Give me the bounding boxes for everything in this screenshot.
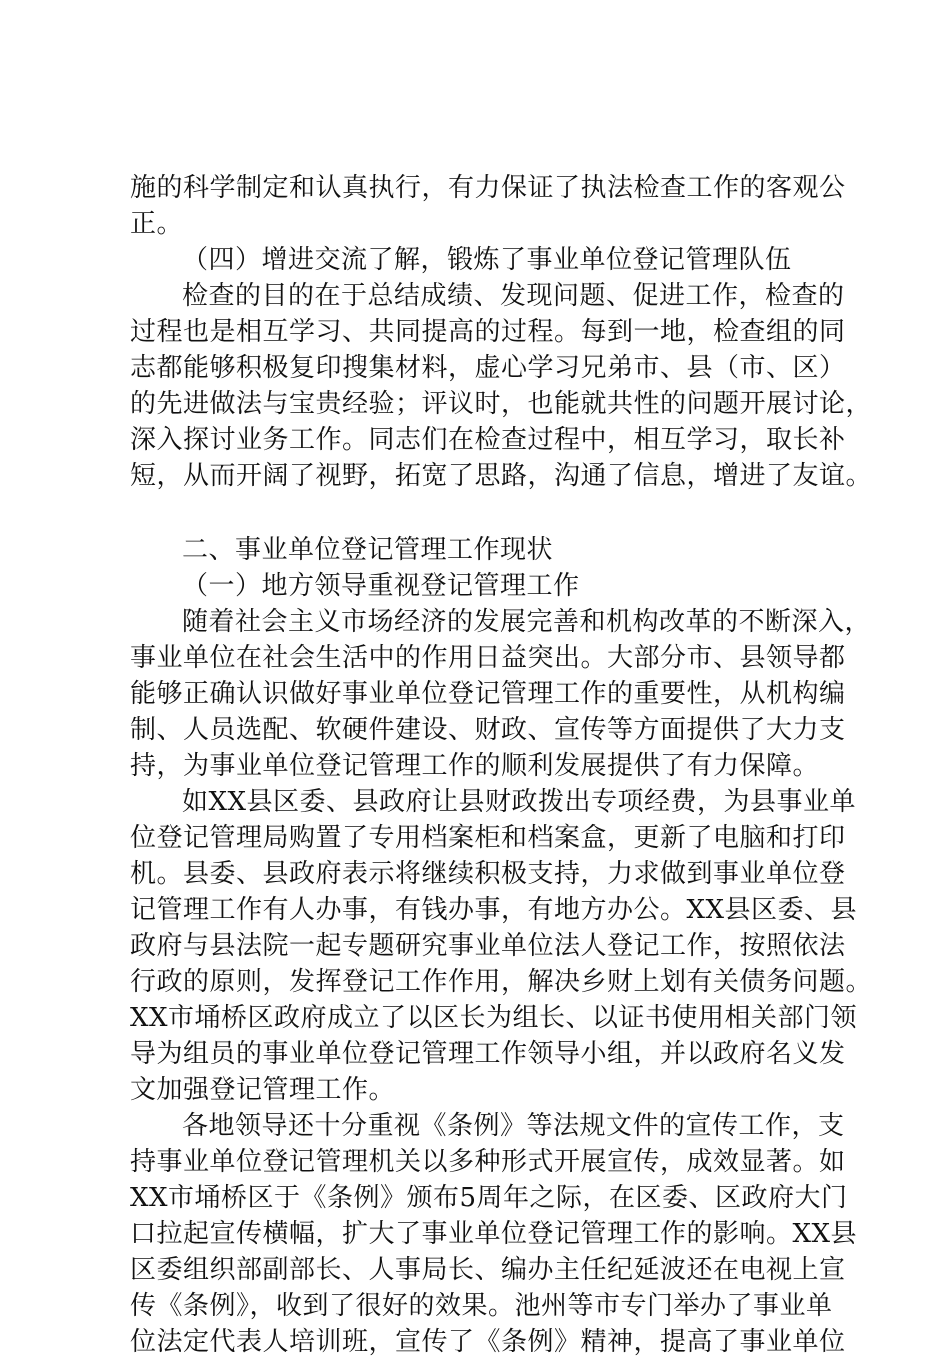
text-line: XX市埇桥区于《条例》颁布5周年之际，在区委、区政府大门 <box>130 1183 848 1213</box>
document-body <box>130 170 873 1360</box>
text-line: 事业单位在社会生活中的作用日益突出。大部分市、县领导都 <box>130 643 846 673</box>
text-line: 传《条例》，收到了很好的效果。池州等市专门举办了事业单 <box>130 1291 833 1321</box>
text-line: 志都能够积极复印搜集材料，虚心学习兄弟市、县（市、区） <box>130 353 846 383</box>
text-line: 持，为事业单位登记管理工作的顺利发展提供了有力保障。 <box>130 751 820 781</box>
text-line: 过程也是相互学习、共同提高的过程。每到一地，检查组的同 <box>130 317 846 347</box>
text-line: 记管理工作有人办事，有钱办事，有地方办公。XX县区委、县 <box>130 895 858 925</box>
text-line: 各地领导还十分重视《条例》等法规文件的宣传工作，支 <box>182 1111 845 1141</box>
text-line: 正。 <box>130 209 184 239</box>
text-line: 导为组员的事业单位登记管理工作领导小组，并以政府名义发 <box>130 1039 846 1069</box>
text-line: 制、人员选配、软硬件建设、财政、宣传等方面提供了大力支 <box>130 715 846 745</box>
text-line: XX市埇桥区政府成立了以区长为组长、以证书使用相关部门领 <box>130 1003 858 1033</box>
text-line: 如XX县区委、县政府让县财政拨出专项经费，为县事业单 <box>182 787 857 817</box>
text-line: （一）地方领导重视登记管理工作 <box>182 571 580 601</box>
text-line: 检查的目的在于总结成绩、发现问题、促进工作，检查的 <box>182 281 845 311</box>
text-line: 口拉起宣传横幅，扩大了事业单位登记管理工作的影响。XX县 <box>130 1219 858 1249</box>
text-line: 位登记管理局购置了专用档案柜和档案盒，更新了电脑和打印 <box>130 823 846 853</box>
text-line: 短，从而开阔了视野，拓宽了思路，沟通了信息，增进了友谊。 <box>130 461 873 491</box>
text-line: 文加强登记管理工作。 <box>130 1075 396 1105</box>
text-line: 机。县委、县政府表示将继续积极支持，力求做到事业单位登 <box>130 859 846 889</box>
text-line: 行政的原则，发挥登记工作作用，解决乡财上划有关债务问题。 <box>130 967 873 997</box>
text-line: 区委组织部副部长、人事局长、编办主任纪延波还在电视上宣 <box>130 1255 846 1285</box>
text-line: 深入探讨业务工作。同志们在检查过程中，相互学习，取长补 <box>130 425 846 455</box>
text-line: 随着社会主义市场经济的发展完善和机构改革的不断深入， <box>182 607 872 637</box>
text-line: 二、事业单位登记管理工作现状 <box>182 535 554 565</box>
text-line: 能够正确认识做好事业单位登记管理工作的重要性，从机构编 <box>130 679 846 709</box>
text-line: 的先进做法与宝贵经验；评议时，也能就共性的问题开展讨论， <box>130 389 873 419</box>
text-line: 持事业单位登记管理机关以多种形式开展宣传，成效显著。如 <box>130 1147 846 1177</box>
text-line: （四）增进交流了解，锻炼了事业单位登记管理队伍 <box>182 245 792 275</box>
text-line: 位法定代表人培训班，宣传了《条例》精神，提高了事业单位 <box>130 1327 846 1357</box>
text-line: 施的科学制定和认真执行，有力保证了执法检查工作的客观公 <box>130 173 846 203</box>
text-line: 政府与县法院一起专题研究事业单位法人登记工作，按照依法 <box>130 931 846 961</box>
